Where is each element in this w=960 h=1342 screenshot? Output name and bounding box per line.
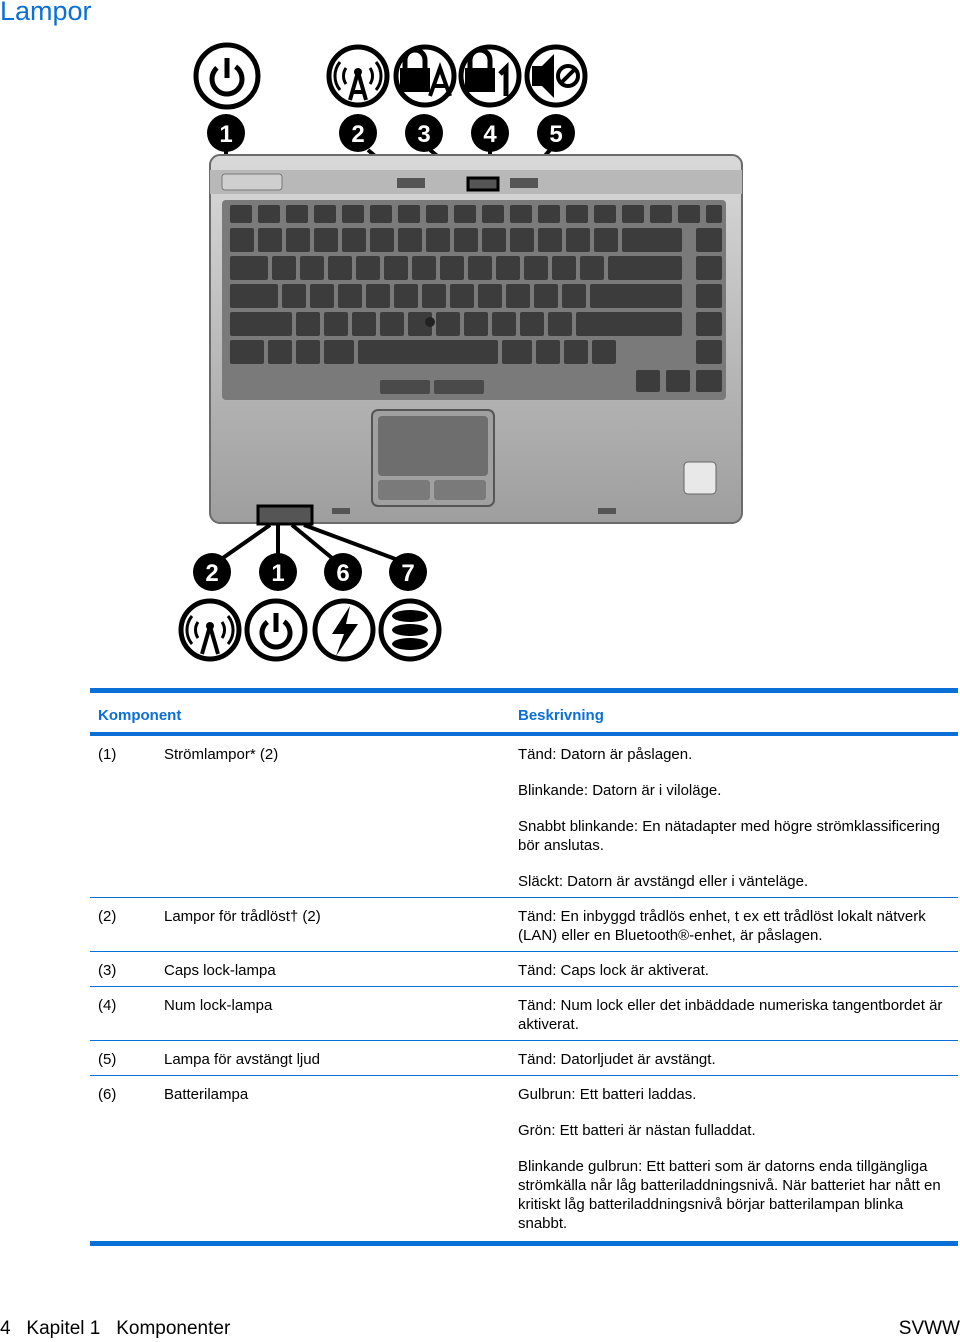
- row-number: (3): [90, 952, 156, 987]
- row-number: (6): [90, 1076, 156, 1111]
- page-number: 4: [0, 1318, 11, 1339]
- svg-text:4: 4: [483, 121, 497, 148]
- row-component: Lampor för trådlöst† (2): [156, 898, 510, 952]
- row-component: Caps lock-lampa: [156, 952, 510, 987]
- table-row: [90, 952, 958, 987]
- wireless-icon: [329, 47, 387, 105]
- mute-icon: [527, 47, 585, 105]
- caps-lock-icon: [396, 47, 454, 105]
- battery-icon: [315, 601, 373, 659]
- row-description: Tänd: Datorn är påslagen.: [518, 746, 693, 763]
- power-icon: [196, 45, 258, 107]
- row-description: Blinkande: Datorn är i viloläge.: [518, 782, 722, 799]
- svg-text:7: 7: [401, 560, 415, 587]
- row-component: Num lock-lampa: [156, 987, 510, 1041]
- row-description: Tänd: Num lock eller det inbäddade numeriska tangentbordet är aktiverat.: [510, 987, 958, 1041]
- footer-code: SVWW: [898, 1318, 960, 1339]
- laptop-keyboard-area: [210, 155, 742, 524]
- callout-1-bottom: [259, 525, 297, 591]
- callout-2-bottom: [193, 525, 270, 591]
- row-description: Tänd: En inbyggd trådlös enhet, t ex ett trådlöst lokalt nätverk (LAN) eller en Bluetooth®-enhet, är påslagen.: [510, 898, 958, 952]
- header-component: Komponent: [90, 691, 510, 735]
- row-number: (4): [90, 987, 156, 1041]
- row-description: Gulbrun: Ett batteri laddas.: [510, 1076, 958, 1111]
- table-header-row: [90, 691, 958, 735]
- table-row: [90, 1041, 958, 1076]
- table-row: [90, 861, 958, 898]
- header-description: Beskrivning: [510, 691, 958, 735]
- page-title: Lampor: [0, 0, 92, 26]
- row-description: Grön: Ett batteri är nästan fulladdat.: [518, 1122, 756, 1139]
- table-row: [90, 1146, 958, 1244]
- table-row: [90, 987, 958, 1041]
- row-description: Snabbt blinkande: En nätadapter med högre strömklassificering bör anslutas.: [518, 818, 940, 854]
- callout-7-bottom: [304, 525, 427, 591]
- row-component: Strömlampor* (2): [164, 746, 279, 763]
- power-icon: [247, 601, 305, 659]
- chapter-title: Kapitel 1 Komponenter: [26, 1318, 231, 1339]
- wireless-icon: [181, 601, 239, 659]
- component-table: [90, 688, 958, 1246]
- row-description: Tänd: Datorljudet är avstängt.: [510, 1041, 958, 1076]
- row-number: (1): [98, 746, 117, 763]
- svg-text:1: 1: [271, 560, 285, 587]
- row-description: Blinkande gulbrun: Ett batteri som är datorns enda tillgängliga strömkälla når låg batteriladdningsnivå. När batteriet har nått en kritiskt låg batteriladdningsnivå börjar batterilampan blinka snabbt.: [510, 1146, 958, 1244]
- svg-text:2: 2: [351, 121, 365, 148]
- row-number: (2): [90, 898, 156, 952]
- num-lock-icon: [461, 47, 519, 105]
- table-row: [90, 806, 958, 861]
- table-row: [90, 770, 958, 806]
- svg-text:2: 2: [205, 560, 219, 587]
- svg-text:5: 5: [549, 121, 563, 148]
- table-row: [90, 734, 958, 770]
- row-component: Batterilampa: [156, 1076, 510, 1111]
- svg-text:3: 3: [417, 121, 431, 148]
- footer-left: [0, 1318, 230, 1340]
- table-row: [90, 1076, 958, 1111]
- drive-icon: [381, 601, 439, 659]
- row-component: Lampa för avstängt ljud: [156, 1041, 510, 1076]
- table-row: [90, 898, 958, 952]
- row-description: Släckt: Datorn är avstängd eller i vänteläge.: [518, 873, 809, 890]
- table-row: [90, 1110, 958, 1146]
- svg-text:6: 6: [336, 560, 350, 587]
- svg-text:1: 1: [219, 121, 233, 148]
- row-number: (5): [90, 1041, 156, 1076]
- row-description: Tänd: Caps lock är aktiverat.: [510, 952, 958, 987]
